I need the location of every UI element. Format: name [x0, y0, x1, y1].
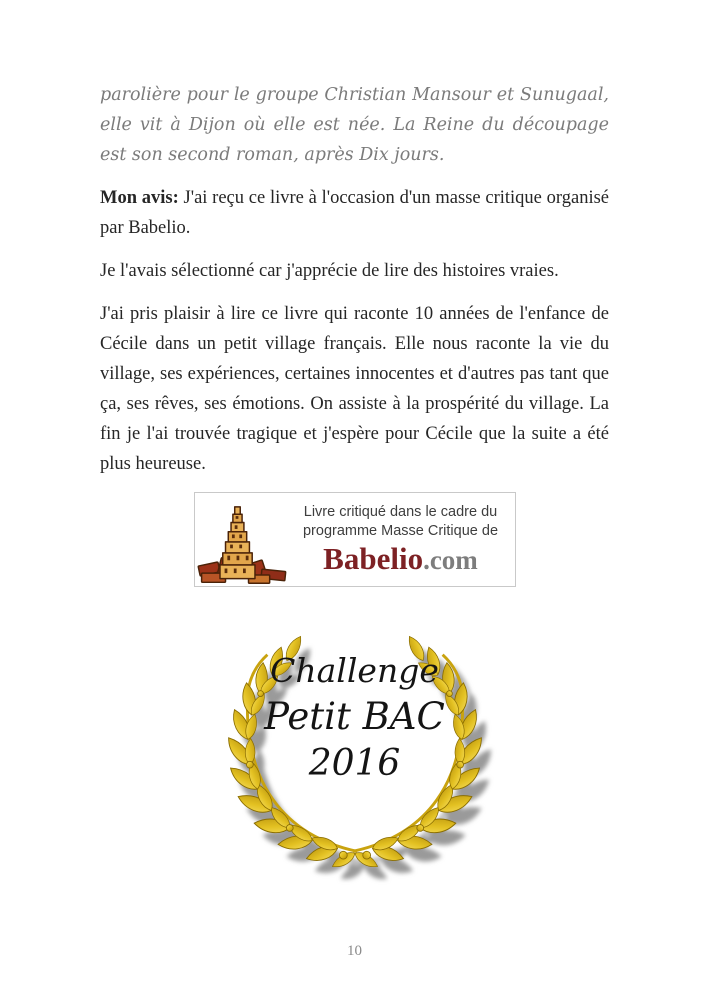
challenge-year: 2016	[308, 743, 401, 784]
avis-label: Mon avis:	[100, 188, 179, 208]
babel-tower-graphic	[197, 494, 289, 586]
babelio-brand-suffix: .com	[423, 545, 478, 575]
review-avis-paragraph	[100, 183, 609, 243]
challenge-subtitle: Petit BAC	[264, 695, 445, 738]
badge-caption-line1: Livre critiqué dans le cadre du	[303, 504, 498, 520]
review-selection-paragraph: Je l'avais sélectionné car j'apprécie de lire des histoires vraies.	[100, 261, 559, 281]
babelio-brand-line	[291, 543, 511, 576]
babelio-badge-text	[291, 503, 515, 576]
badge-caption-line2: programme Masse Critique de	[302, 523, 499, 539]
babelio-masse-critique-badge	[194, 492, 516, 587]
author-bio-paragraph: parolière pour le groupe Christian Mansour et Sunugaal, elle vit à Dijon où elle est née. La Reine du découpage est son second roman, après Dix jours.	[100, 85, 609, 165]
avis-text: J'ai reçu ce livre à l'occasion d'un masse critique organisé par Babelio.	[100, 188, 609, 238]
challenge-title: Challenge	[270, 651, 439, 690]
babel-tower-icon	[195, 494, 291, 586]
review-opinion-paragraph: J'ai pris plaisir à lire ce livre qui raconte 10 années de l'enfance de Cécile dans un petit village français. Elle nous raconte la vie du village, ses expériences, certaines innocentes et d'autres pas tant que ça, ses rêves, ses émotions. On assiste à la prospérité du village. La fin je l'ai trouvée tragique et j'espère pour Cécile que la suite a été plus heureuse.	[100, 304, 609, 474]
challenge-petit-bac-badge	[209, 631, 501, 875]
babelio-brand: Babelio	[323, 541, 424, 576]
page-number: 10	[347, 943, 362, 959]
